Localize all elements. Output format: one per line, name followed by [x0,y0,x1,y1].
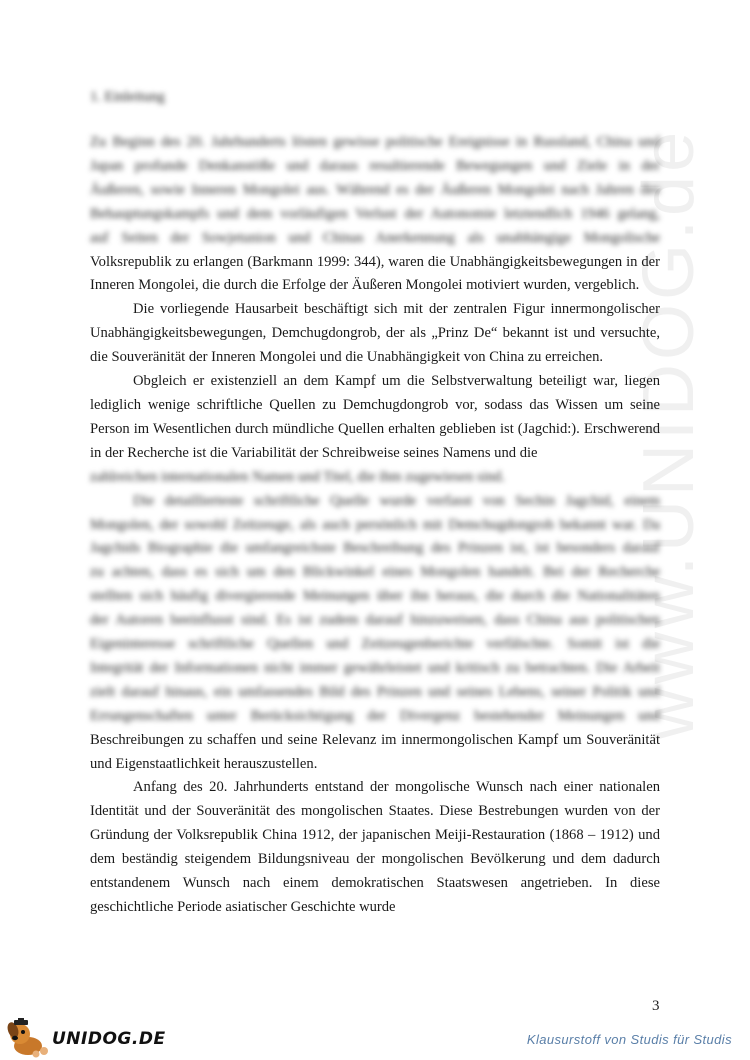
blurred-line: auf Seiten der Sowjetunion und Chinas Anerkennung als unabhängige Mongolische [90,229,660,246]
paragraph-3 [90,370,660,490]
blurred-line: Integrität der Informationen nicht immer gewährleistet und kritisch zu betrachten. Die Arbeit [90,659,660,676]
footer-tagline: Klausurstoff von Studis für Studis [526,1032,732,1047]
document-body [90,131,660,920]
paragraph-2: Die vorliegende Hausarbeit beschäftigt sich mit der zentralen Figur innermongolischer Unabhängigkeitsbewegungen, Demchugdongrob, der als „Prinz De“ bekannt ist und versuchte, die Souveränität der Inneren Mongolei und die Unabhängigkeit von China zu erreichen. [90,301,660,366]
blurred-line: zahlreichen internationalen Namen und Titel, die ihm zugewiesen sind. [90,468,506,485]
blurred-line: Mongolen, der sowohl Zeitzeuge, als auch persönlich mit Demchugdongrob bekannt war. Da [90,516,660,533]
blurred-line: zielt darauf hinaus, ein umfassendes Bild des Prinzen und seines Lebens, seiner Politik und [90,683,660,700]
blurred-line: Errungenschaften unter Berücksichtigung der Divergenz bestehender Meinungen und [90,707,660,724]
paragraph-text: Beschreibungen zu schaffen und seine Relevanz im innermongolischen Kampf um Souveränität und Eigenstaatlichkeit herauszustellen. [90,731,660,772]
blurred-line: stellten sich häufig divergierende Meinungen über ihn heraus, die durch die Nationalitäten [90,588,660,605]
blurred-line: zu achten, dass es sich um den Blickwinkel eines Mongolen handelt. Bei der Recherche [90,564,660,581]
blurred-line: Eigeninteresse schriftliche Quellen und Zeitzeugenberichte verfälschte. Somit ist die [90,636,660,653]
blurred-line: Japan profunde Denkanstöße und daraus resultierende Bewegungen und Ziele in der [90,157,660,174]
paragraph-text: Volksrepublik zu erlangen (Barkmann 1999: 344), waren die Unabhängigkeitsbewegungen in der Inneren Mongolei, die durch die Erfolge der Äußeren Mongolei motiviert wurden, vergeblich. [90,253,660,294]
blurred-line: Jagchids Biographie die umfangreichste Beschreibung des Prinzen ist, ist besonders darauf [90,540,660,557]
blurred-line: Die detaillierteste schriftliche Quelle wurde verfasst von Sechin Jagchid, einem [133,492,660,509]
dog-mascot-icon [6,1018,52,1058]
page-number: 3 [652,998,660,1014]
paragraph-4 [90,490,660,777]
section-heading: 1. Einleitung [90,89,165,105]
paragraph-5: Anfang des 20. Jahrhunderts entstand der mongolische Wunsch nach einer nationalen Identität und der Souveränität des mongolischen Staates. Diese Bestrebungen wurden von der Gründung der Volksrepublik China 1912, der japanischen Meiji-Restauration (1868 – 1912) und dem beständig steigendem Bildungsniveau der mongolischen Bevölkerung und dem dadurch entstandenem Wunsch nach einem demokratischen Staatswesen angetrieben. In diese geschichtliche Periode asiatischer Geschichte wurde [90,779,660,915]
watermark-text: www.UNIDOG.de [629,127,709,740]
logo-text: UNIDOG.DE [52,1029,166,1049]
blurred-line: Behauptungskampfs und dem vorläufigen Verlust der Autonomie letztendlich 1946 gelang, [90,205,660,222]
paragraph-text: Obgleich er existenziell an dem Kampf um die Selbstverwaltung beteiligt war, liegen lediglich wenige schriftliche Quellen zu Demchugdongrob vor, sodass das Wissen um seine Person im Wesentlichen durch mündliche Quellen erhalten geblieben ist (Jagchid:). Erschwerend in der Recherche ist die Variabilität der Schreibweise seines Namens und die [90,373,660,461]
paragraph-1 [90,131,660,298]
blurred-line: Äußeren, sowie Inneren Mongolei aus. Während es der Äußeren Mongolei nach Jahren des [90,181,660,198]
unidog-logo[interactable] [6,1016,206,1058]
blurred-line: Zu Beginn des 20. Jahrhunderts lösten gewisse politische Ereignisse in Russland, China und [90,134,660,150]
blurred-line: der Autoren beeinflusst sind. Es ist zudem darauf hinzuweisen, dass China aus politischen [90,612,660,629]
